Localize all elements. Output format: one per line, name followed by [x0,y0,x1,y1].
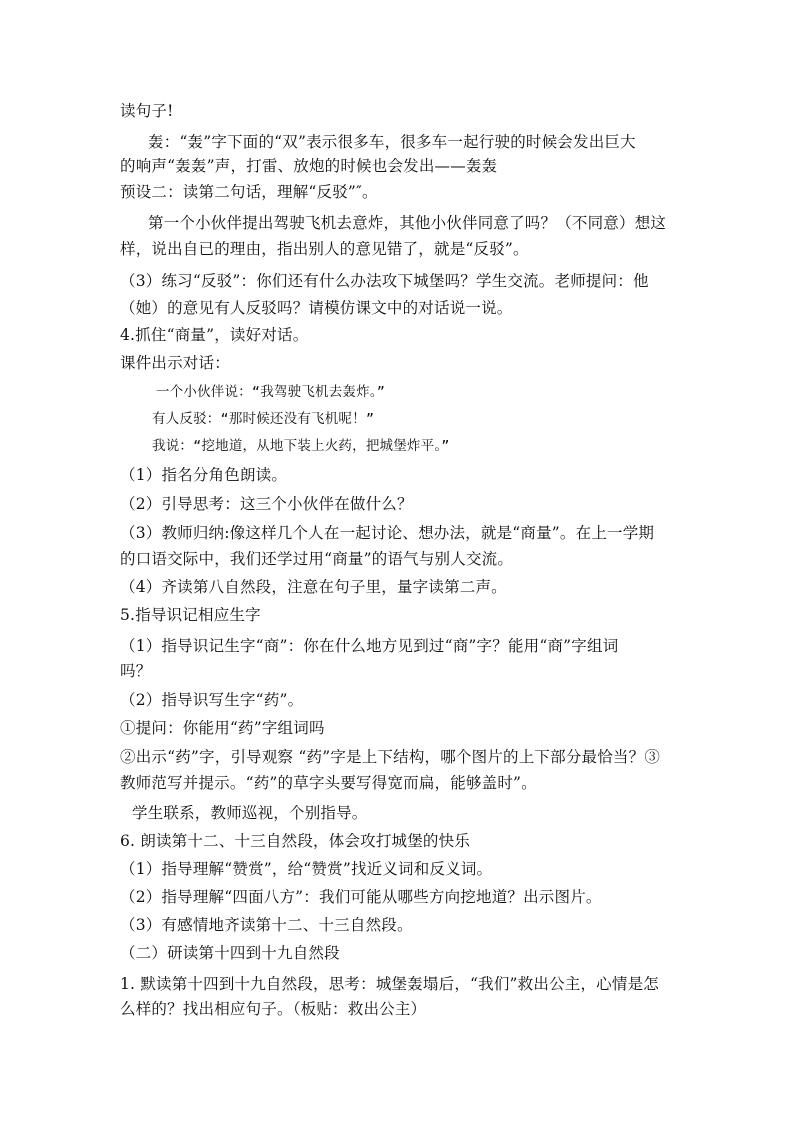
text-line: ②出示“药”字，引导观察 “药”字是上下结构，哪个图片的上下部分最恰当？③ [120,748,661,766]
dialogue-line: 一个小伙伴说：“我驾驶飞机去轰炸。” [156,384,386,400]
text-line: 样，说出自已的理由，指出别人的意见错了，就是“反驳”。 [120,240,529,258]
dialogue-line: 我说：“挖地道，从地下装上火药，把城堡炸平。” [152,438,450,454]
text-line: 学生联系，教师巡视，个别指导。 [132,804,368,822]
text-line: （1）指导理解“赞赏”，给“赞赏”找近义词和反义词。 [120,860,493,878]
text-line: 么样的？找出相应句子。（板贴：救出公主） [120,1000,427,1018]
text-line: 的响声“轰轰”声，打雷、放炮的时候也会发出——轰轰 [120,157,498,175]
text-line: （1）指名分角色朗读。 [120,466,288,484]
text-line: （4）齐读第八自然段，注意在句子里，量字读第二声。 [120,578,507,596]
text-line: 读句子! [120,102,174,120]
text-line: 教师范写并提示。“药”的草字头要写得宽而扁，能够盖时”。 [120,774,537,792]
text-line: ①提问：你能用“药”字组词吗 [120,719,325,737]
text-line: （3）教师归纳:像这样几个人在一起讨论、想办法，就是“商量”。在上一学期 [120,524,655,542]
text-line: 轰：“轰”字下面的“双”表示很多车，很多车一起行驶的时候会发出巨大 [148,133,636,151]
text-line: 预设二：读第二句话，理解“反驳”″。 [120,183,378,201]
text-line: （2）引导思考：这三个小伙伴在做什么？ [120,495,413,513]
text-line: 第一个小伙伴提出驾驶飞机去意炸，其他小伙伴同意了吗？（不同意）想这 [148,214,667,232]
section-heading: 6. 朗读第十二、十三自然段，体会攻打城堡的快乐 [120,832,471,850]
text-line: （她）的意见有人反驳吗？请模仿课文中的对话说一说。 [120,299,513,317]
text-line: 的口语交际中，我们还学过用“商量”的语气与别人交流。 [120,550,514,568]
text-line: （3）有感情地齐读第十二、十三自然段。 [120,916,413,934]
text-line: （2）指导理解“四面八方”：我们可能从哪些方向挖地道？出示图片。 [120,888,602,906]
text-line: 吗？ [120,662,152,680]
section-heading: （二）研读第十四到十九自然段 [120,944,340,962]
dialogue-line: 有人反驳：“那时候还没有飞机呢！” [152,411,375,427]
text-line: 1. 默读第十四到十九自然段，思考：城堡轰塌后，“我们”救出公主，心情是怎 [120,975,659,993]
text-line: 课件出示对话： [120,354,230,372]
text-line: （1）指导识记生字“商”：你在什么地方见到过“商”字？能用“商”字组词 [120,637,619,655]
section-heading: 5.指导识记相应生字 [120,606,261,624]
text-line: （3）练习“反驳”：你们还有什么办法攻下城堡吗？学生交流。老师提问：他 [120,272,649,290]
section-heading: 4.抓住“商量”，读好对话。 [120,326,309,344]
text-line: （2）指导识写生字“药”。 [120,691,304,709]
